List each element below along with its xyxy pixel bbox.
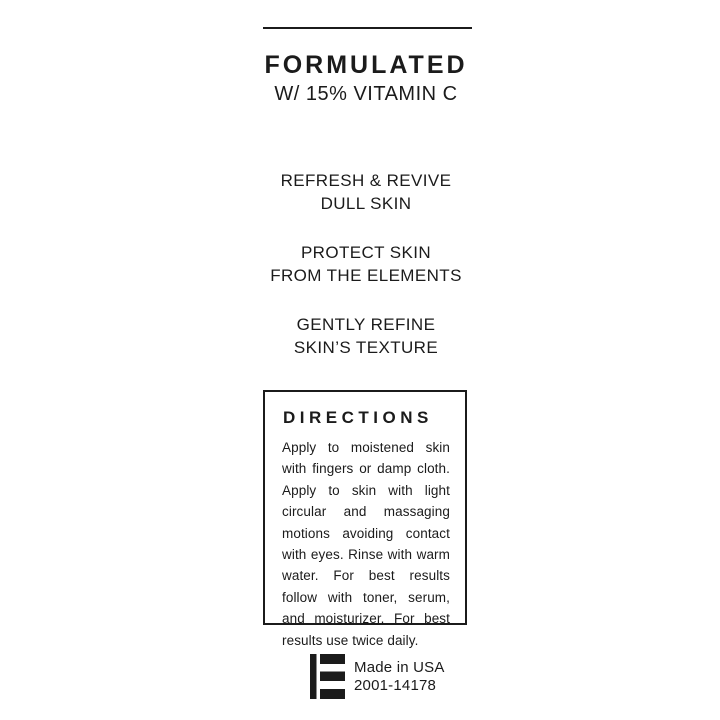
claim-line: SKIN’S TEXTURE xyxy=(293,338,439,357)
top-divider xyxy=(263,27,472,29)
brand-e-logo-icon xyxy=(310,654,346,699)
claim-line: PROTECT SKIN xyxy=(300,243,432,262)
made-in-usa-label: Made in USA xyxy=(354,659,445,676)
page-title: FORMULATED xyxy=(264,51,468,79)
footer-text xyxy=(354,654,445,695)
claim-refresh-revive xyxy=(236,169,496,215)
directions-heading: DIRECTIONS xyxy=(283,408,433,427)
product-code: 2001-14178 xyxy=(354,677,437,694)
claim-line: GENTLY REFINE xyxy=(296,315,436,334)
claim-gently-refine xyxy=(236,313,496,359)
claim-protect-skin xyxy=(236,241,496,287)
claim-line: REFRESH & REVIVE xyxy=(280,171,452,190)
page-subtitle: W/ 15% VITAMIN C xyxy=(274,83,458,105)
footer xyxy=(310,654,445,699)
directions-box xyxy=(263,390,467,648)
claim-line: DULL SKIN xyxy=(320,194,412,213)
claim-line: FROM THE ELEMENTS xyxy=(270,266,462,285)
directions-body: Apply to moistened skin with fingers or damp cloth. Apply to skin with light circular and massaging motions avoiding contact with eyes. Rinse with warm water. For best results follow with toner, serum, and moisturizer. For best results use twice daily. xyxy=(282,440,450,648)
